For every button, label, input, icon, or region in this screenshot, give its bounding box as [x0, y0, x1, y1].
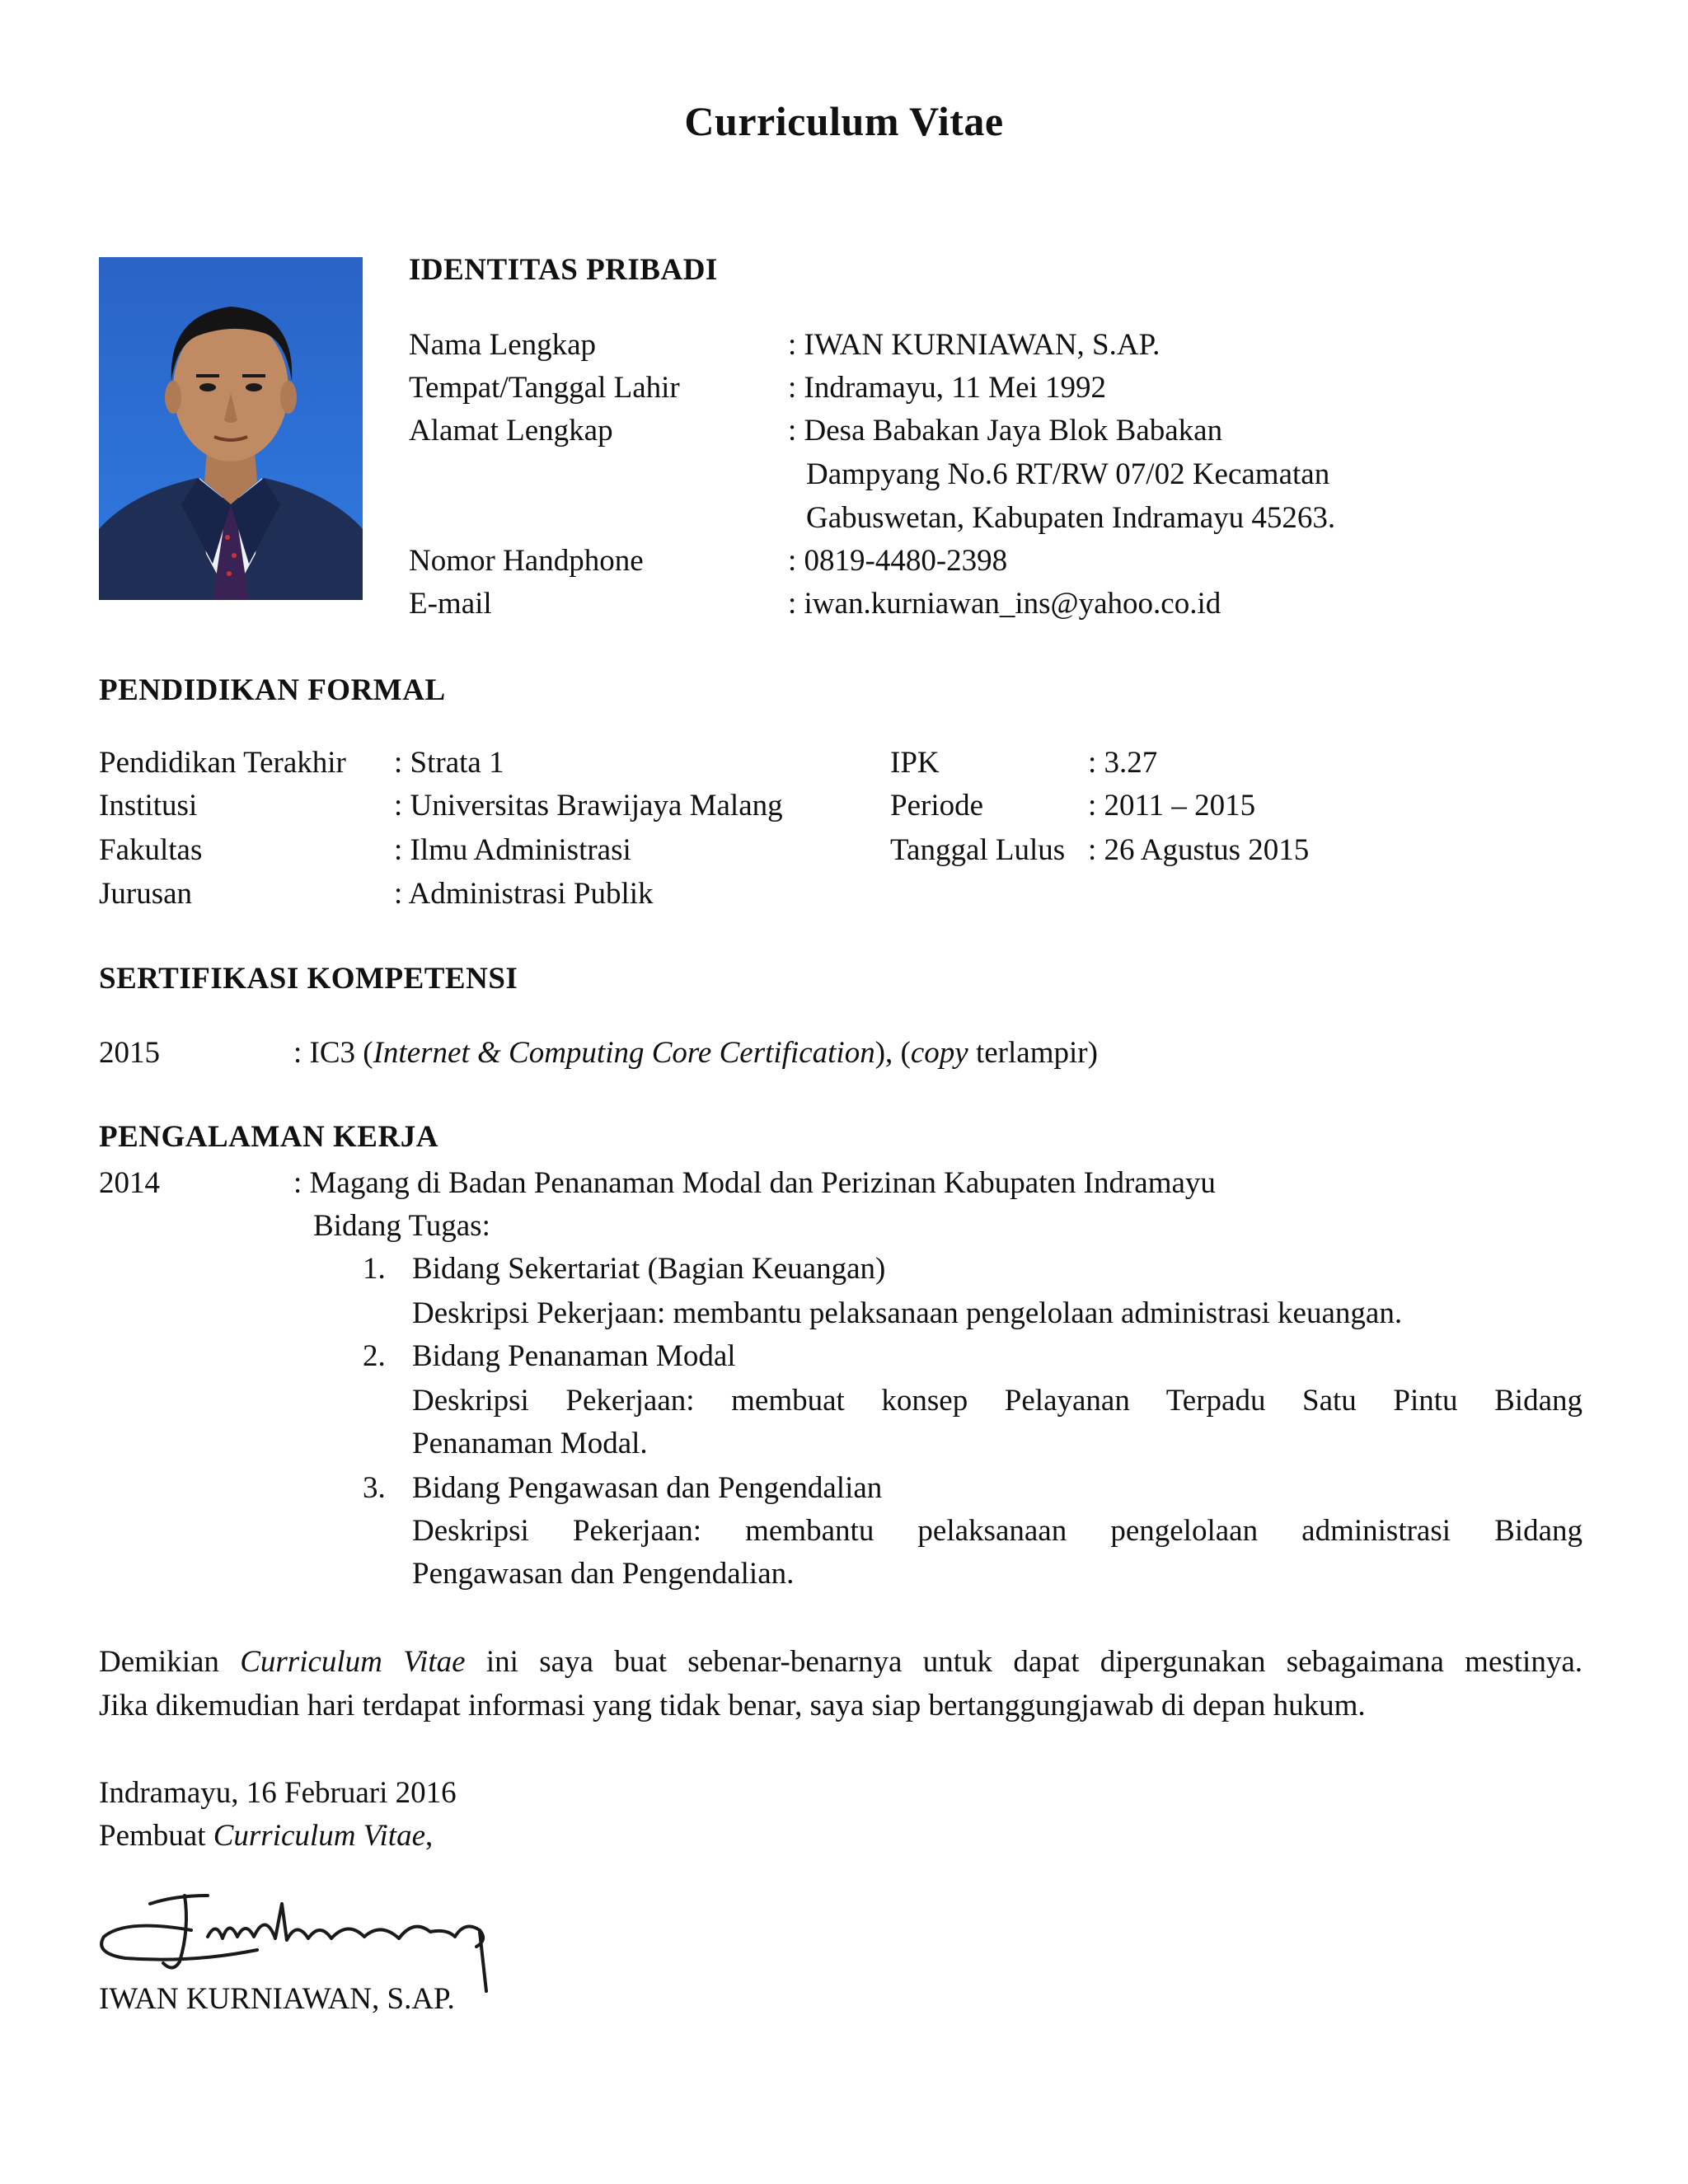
certificate-name: Internet & Computing Core Certification [373, 1036, 875, 1070]
field-label: Periode [890, 789, 984, 823]
year-label: 2014 [99, 1166, 160, 1200]
field-value: : 3.27 [1088, 746, 1158, 780]
task-number: 2. [363, 1339, 386, 1373]
field-label: Tempat/Tanggal Lahir [409, 371, 680, 405]
task-description-cont: Pengawasan dan Pengendalian. [412, 1557, 795, 1591]
field-value: : Indramayu, 11 Mei 1992 [788, 371, 1107, 405]
field-label: Tanggal Lulus [890, 833, 1066, 867]
field-label: Jurusan [99, 877, 193, 911]
field-label: E-mail [409, 587, 492, 621]
certificate-copy: copy [910, 1036, 968, 1070]
pembuat-italic: Curriculum Vitae [213, 1819, 425, 1853]
pembuat-text: , [425, 1819, 434, 1853]
section-heading-pengalaman: PENGALAMAN KERJA [99, 1120, 438, 1154]
portrait-illustration [99, 257, 363, 600]
bidang-tugas-label: Bidang Tugas: [313, 1209, 490, 1243]
section-heading-sertifikasi: SERTIFIKASI KOMPETENSI [99, 962, 518, 996]
field-value: : Administrasi Publik [394, 877, 654, 911]
signer-name: IWAN KURNIAWAN, S.AP. [99, 1982, 455, 2016]
task-title: Bidang Pengawasan dan Pengendalian [412, 1471, 883, 1505]
field-value: Dampyang No.6 RT/RW 07/02 Kecamatan [806, 457, 1330, 491]
pembuat-text: Pembuat [99, 1819, 213, 1853]
closing-line-2: Jika dikemudian hari terdapat informasi yang tidak benar, saya siap bertanggungjawab di depan hukum. [99, 1689, 1366, 1722]
section-heading-pendidikan: PENDIDIKAN FORMAL [99, 673, 446, 707]
year-label: 2015 [99, 1036, 160, 1070]
certificate-text [293, 1032, 1098, 1075]
field-value: : iwan.kurniawan_ins@yahoo.co.id [788, 587, 1221, 621]
field-value: : 26 Agustus 2015 [1088, 833, 1310, 867]
certificate-middle: ), ( [874, 1036, 911, 1070]
page-title: Curriculum Vitae [684, 98, 1004, 144]
closing-text: ini saya buat sebenar-benarnya untuk dapat dipergunakan sebagaimana mestinya. [465, 1645, 1583, 1679]
task-description: Deskripsi Pekerjaan: membantu pelaksanaan pengelolaan administrasi Bidang [412, 1514, 1582, 1548]
closing-italic: Curriculum Vitae [240, 1645, 466, 1679]
field-label: Alamat Lengkap [409, 414, 613, 448]
task-description: Deskripsi Pekerjaan: membuat konsep Pelayanan Terpadu Satu Pintu Bidang [412, 1384, 1582, 1418]
pengalaman-entry: : Magang di Badan Penanaman Modal dan Perizinan Kabupaten Indramayu [293, 1166, 1216, 1200]
task-title: Bidang Penanaman Modal [412, 1339, 736, 1373]
task-title: Bidang Sekertariat (Bagian Keuangan) [412, 1252, 886, 1286]
field-label: Pendidikan Terakhir [99, 746, 346, 780]
closing-text: Demikian [99, 1645, 241, 1679]
field-label: Institusi [99, 789, 198, 823]
section-heading-identitas: IDENTITAS PRIBADI [409, 253, 718, 287]
field-value: : 0819-4480-2398 [788, 544, 1008, 578]
field-label: Nomor Handphone [409, 544, 644, 578]
certificate-prefix: : IC3 ( [293, 1036, 373, 1070]
profile-photo [99, 257, 363, 600]
pembuat-line [99, 1815, 433, 1858]
field-label: Nama Lengkap [409, 328, 597, 362]
field-value: : Desa Babakan Jaya Blok Babakan [788, 414, 1223, 448]
field-value: : Ilmu Administrasi [394, 833, 631, 867]
field-value: Gabuswetan, Kabupaten Indramayu 45263. [806, 501, 1336, 535]
field-label: IPK [890, 746, 940, 780]
closing-line-1 [99, 1640, 1582, 1684]
field-value: : IWAN KURNIAWAN, S.AP. [788, 328, 1160, 362]
field-value: : Universitas Brawijaya Malang [394, 789, 783, 823]
task-number: 1. [363, 1252, 386, 1286]
task-description-cont: Penanaman Modal. [412, 1427, 648, 1460]
task-description: Deskripsi Pekerjaan: membantu pelaksanaan pengelolaan administrasi keuangan. [412, 1296, 1403, 1330]
field-value: : Strata 1 [394, 746, 504, 780]
place-date: Indramayu, 16 Februari 2016 [99, 1776, 457, 1810]
certificate-suffix: terlampir) [968, 1036, 1098, 1070]
signature [92, 1871, 504, 1994]
task-number: 3. [363, 1471, 386, 1505]
field-value: : 2011 – 2015 [1088, 789, 1256, 823]
field-label: Fakultas [99, 833, 203, 867]
